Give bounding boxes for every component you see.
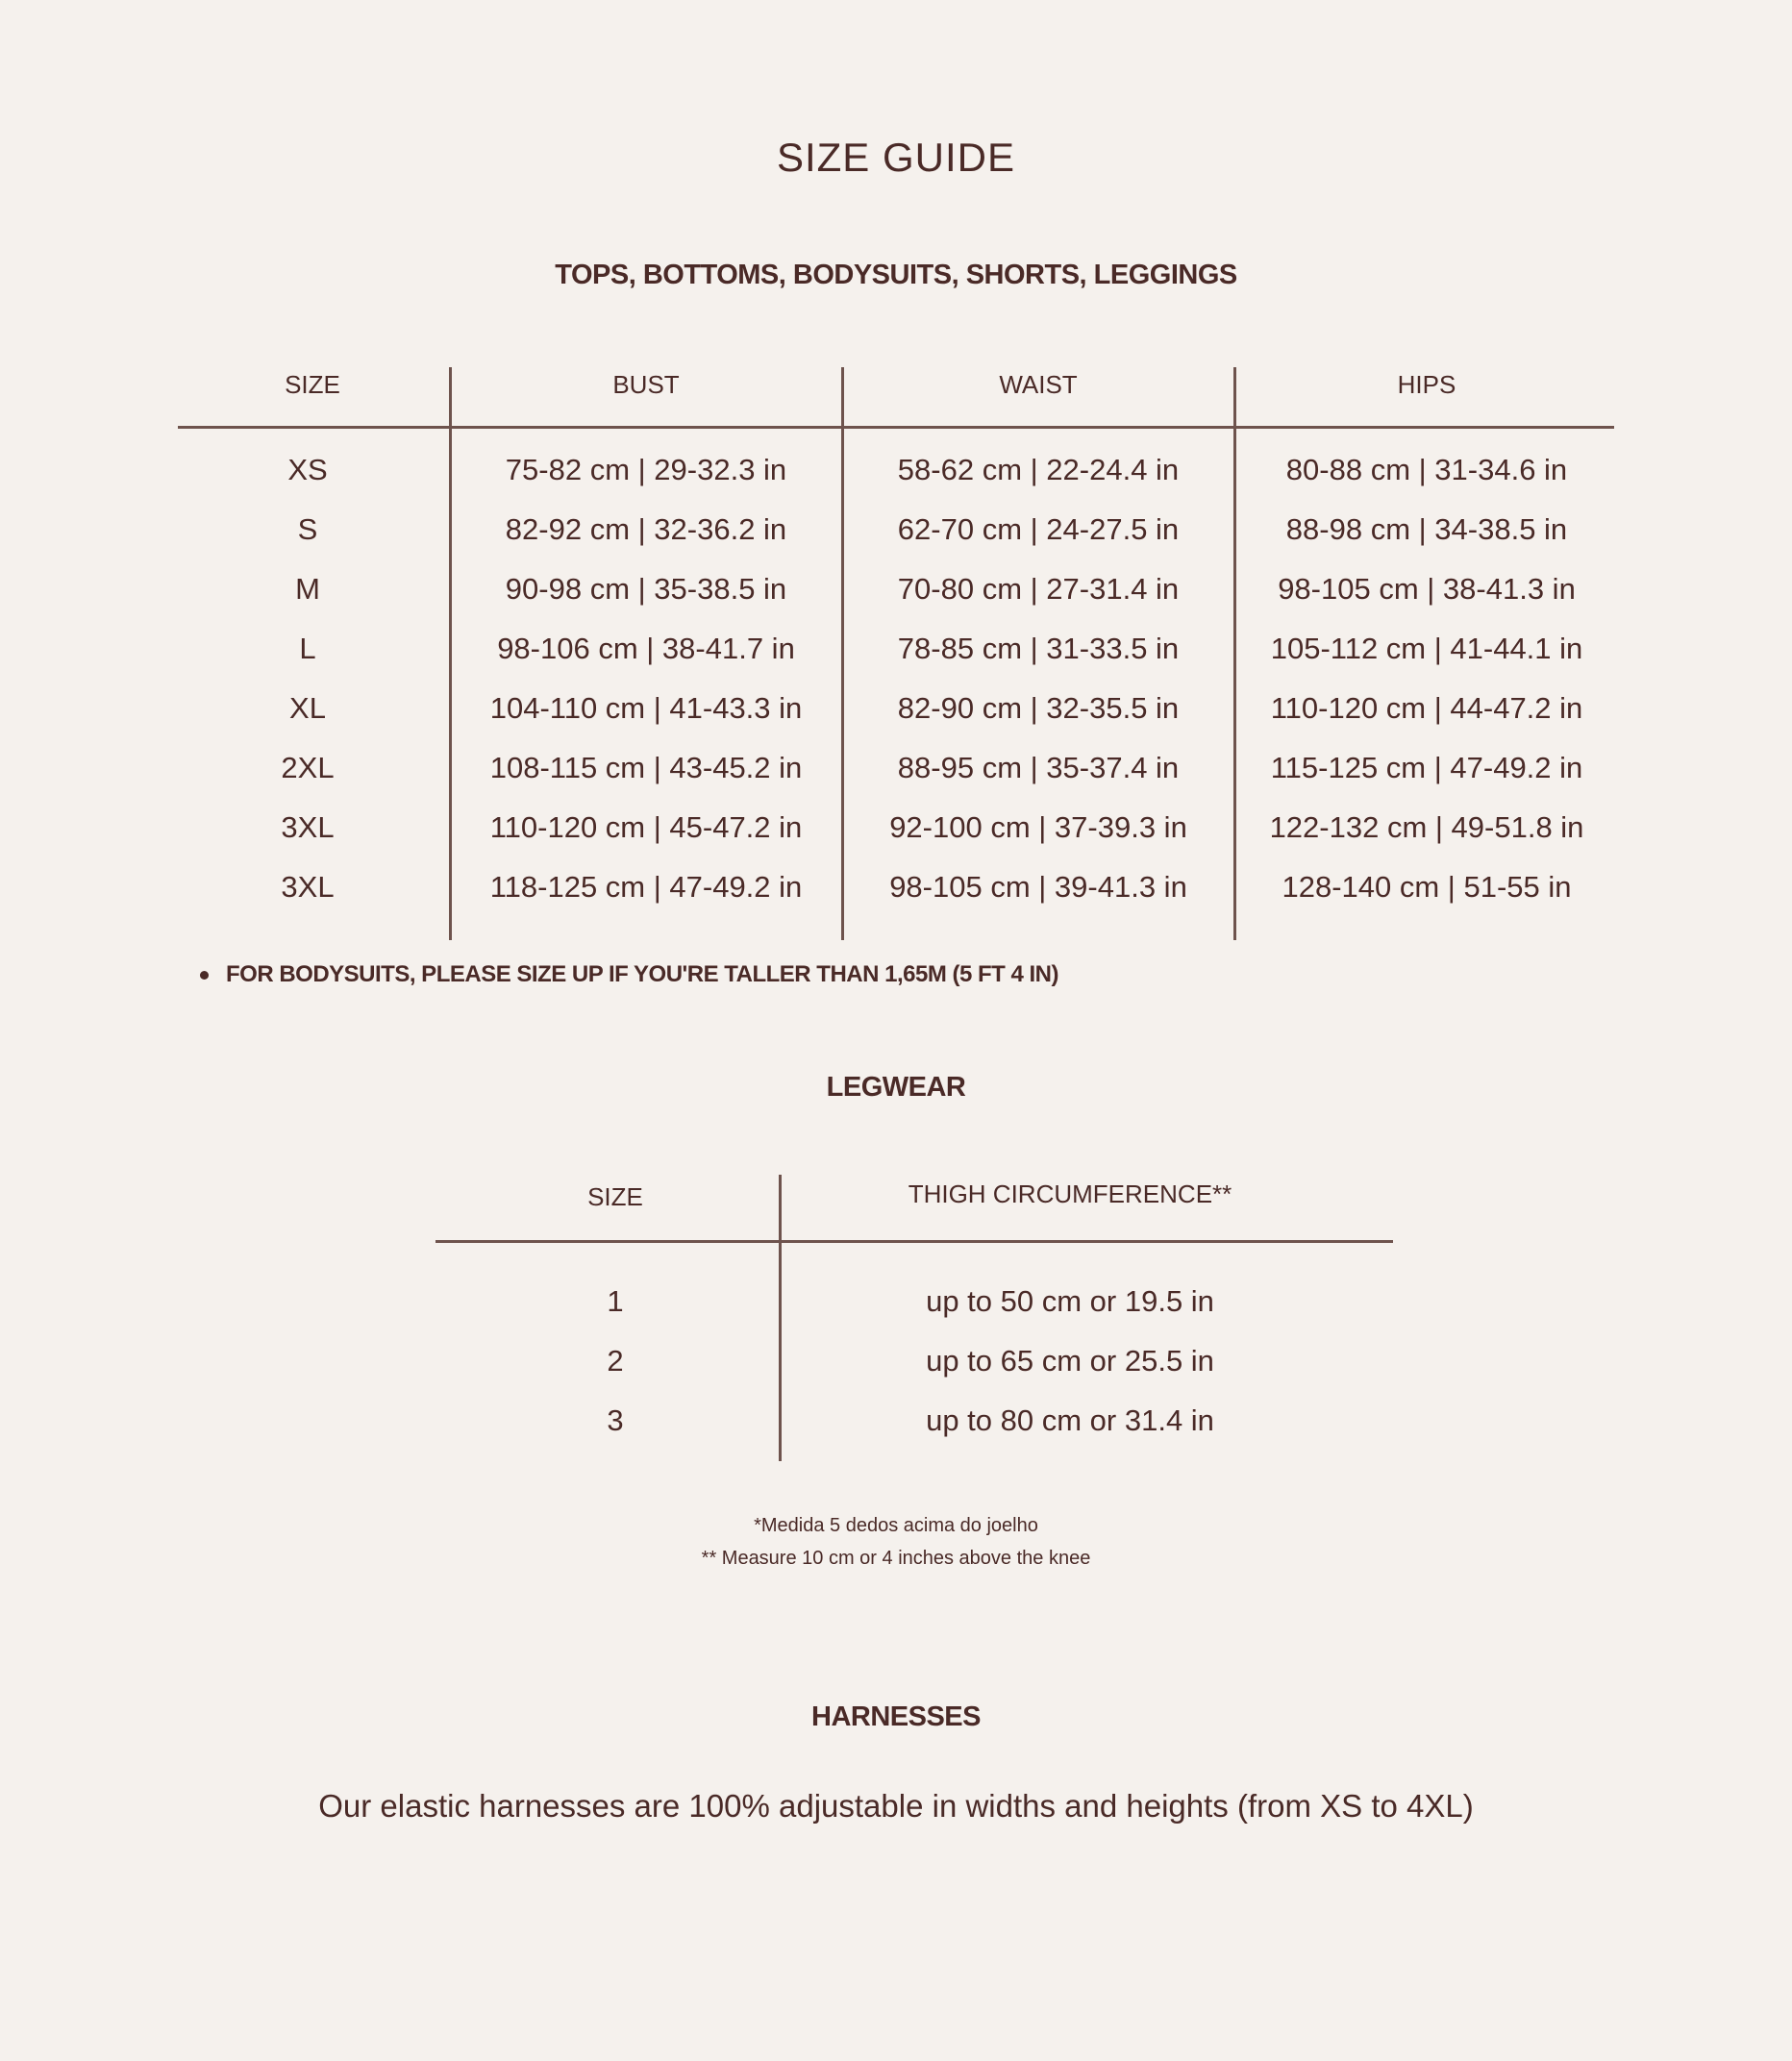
- tops-cell-size: M: [295, 572, 320, 606]
- tops-header-rule: [178, 426, 1614, 429]
- tops-cell-waist: 70-80 cm | 27-31.4 in: [897, 572, 1180, 606]
- tops-cell-bust: 110-120 cm | 45-47.2 in: [489, 810, 803, 844]
- tops-cell-waist: 92-100 cm | 37-39.3 in: [889, 810, 1187, 844]
- tops-cell-bust: 118-125 cm | 47-49.2 in: [489, 870, 803, 904]
- bodysuit-note-text: FOR BODYSUITS, PLEASE SIZE UP IF YOU'RE TALLER THAN 1,65M (5 FT 4 IN): [226, 961, 1058, 987]
- legwear-section-title: LEGWEAR: [826, 1072, 966, 1103]
- tops-section-title: TOPS, BOTTOMS, BODYSUITS, SHORTS, LEGGINGS: [555, 260, 1237, 290]
- tops-header-bust: BUST: [612, 370, 680, 399]
- tops-cell-waist: 88-95 cm | 35-37.4 in: [897, 751, 1180, 784]
- tops-cell-hips: 105-112 cm | 41-44.1 in: [1270, 632, 1583, 665]
- tops-cell-hips: 128-140 cm | 51-55 in: [1282, 870, 1572, 904]
- harnesses-section-title: HARNESSES: [811, 1701, 981, 1732]
- legwear-cell-size: 3: [607, 1403, 624, 1437]
- tops-cell-size: XL: [289, 691, 326, 725]
- tops-header-hips: HIPS: [1397, 370, 1456, 399]
- tops-cell-size: 3XL: [281, 870, 335, 904]
- bodysuit-note: [200, 961, 1058, 988]
- legwear-header-size: SIZE: [587, 1182, 643, 1211]
- tops-cell-hips: 110-120 cm | 44-47.2 in: [1270, 691, 1583, 725]
- tops-cell-bust: 75-82 cm | 29-32.3 in: [505, 453, 787, 486]
- legwear-cell-size: 2: [607, 1344, 624, 1378]
- tops-cell-waist: 62-70 cm | 24-27.5 in: [897, 512, 1180, 546]
- tops-cell-size: XS: [287, 453, 328, 486]
- tops-cell-bust: 108-115 cm | 43-45.2 in: [489, 751, 803, 784]
- tops-cell-size: 3XL: [281, 810, 335, 844]
- legwear-footnote-pt: *Medida 5 dedos acima do joelho: [754, 1515, 1038, 1536]
- bullet-icon: [200, 971, 209, 980]
- tops-cell-waist: 58-62 cm | 22-24.4 in: [897, 453, 1180, 486]
- tops-cell-hips: 80-88 cm | 31-34.6 in: [1285, 453, 1568, 486]
- tops-cell-bust: 90-98 cm | 35-38.5 in: [505, 572, 787, 606]
- harnesses-description: Our elastic harnesses are 100% adjustable in widths and heights (from XS to 4XL): [318, 1788, 1474, 1824]
- legwear-cell-thigh: up to 50 cm or 19.5 in: [926, 1284, 1214, 1318]
- tops-cell-waist: 82-90 cm | 32-35.5 in: [897, 691, 1180, 725]
- tops-cell-bust: 104-110 cm | 41-43.3 in: [489, 691, 803, 725]
- tops-cell-waist: 98-105 cm | 39-41.3 in: [889, 870, 1187, 904]
- tops-cell-waist: 78-85 cm | 31-33.5 in: [897, 632, 1180, 665]
- tops-cell-size: 2XL: [281, 751, 335, 784]
- tops-cell-bust: 82-92 cm | 32-36.2 in: [505, 512, 787, 546]
- legwear-header-rule: [436, 1240, 1393, 1243]
- tops-cell-hips: 98-105 cm | 38-41.3 in: [1278, 572, 1576, 606]
- tops-cell-size: L: [299, 632, 316, 665]
- tops-cell-bust: 98-106 cm | 38-41.7 in: [497, 632, 795, 665]
- legwear-header-thigh: THIGH CIRCUMFERENCE**: [908, 1179, 1232, 1208]
- legwear-cell-size: 1: [607, 1284, 624, 1318]
- legwear-cell-thigh: up to 65 cm or 25.5 in: [926, 1344, 1214, 1378]
- tops-header-waist: WAIST: [999, 370, 1078, 399]
- tops-cell-hips: 88-98 cm | 34-38.5 in: [1285, 512, 1568, 546]
- tops-cell-size: S: [297, 512, 318, 546]
- tops-cell-hips: 115-125 cm | 47-49.2 in: [1270, 751, 1583, 784]
- page-title: SIZE GUIDE: [776, 135, 1016, 180]
- legwear-cell-thigh: up to 80 cm or 31.4 in: [926, 1403, 1214, 1437]
- tops-cell-hips: 122-132 cm | 49-51.8 in: [1269, 810, 1584, 844]
- legwear-footnote-en: ** Measure 10 cm or 4 inches above the knee: [701, 1548, 1091, 1569]
- tops-header-size: SIZE: [285, 370, 340, 399]
